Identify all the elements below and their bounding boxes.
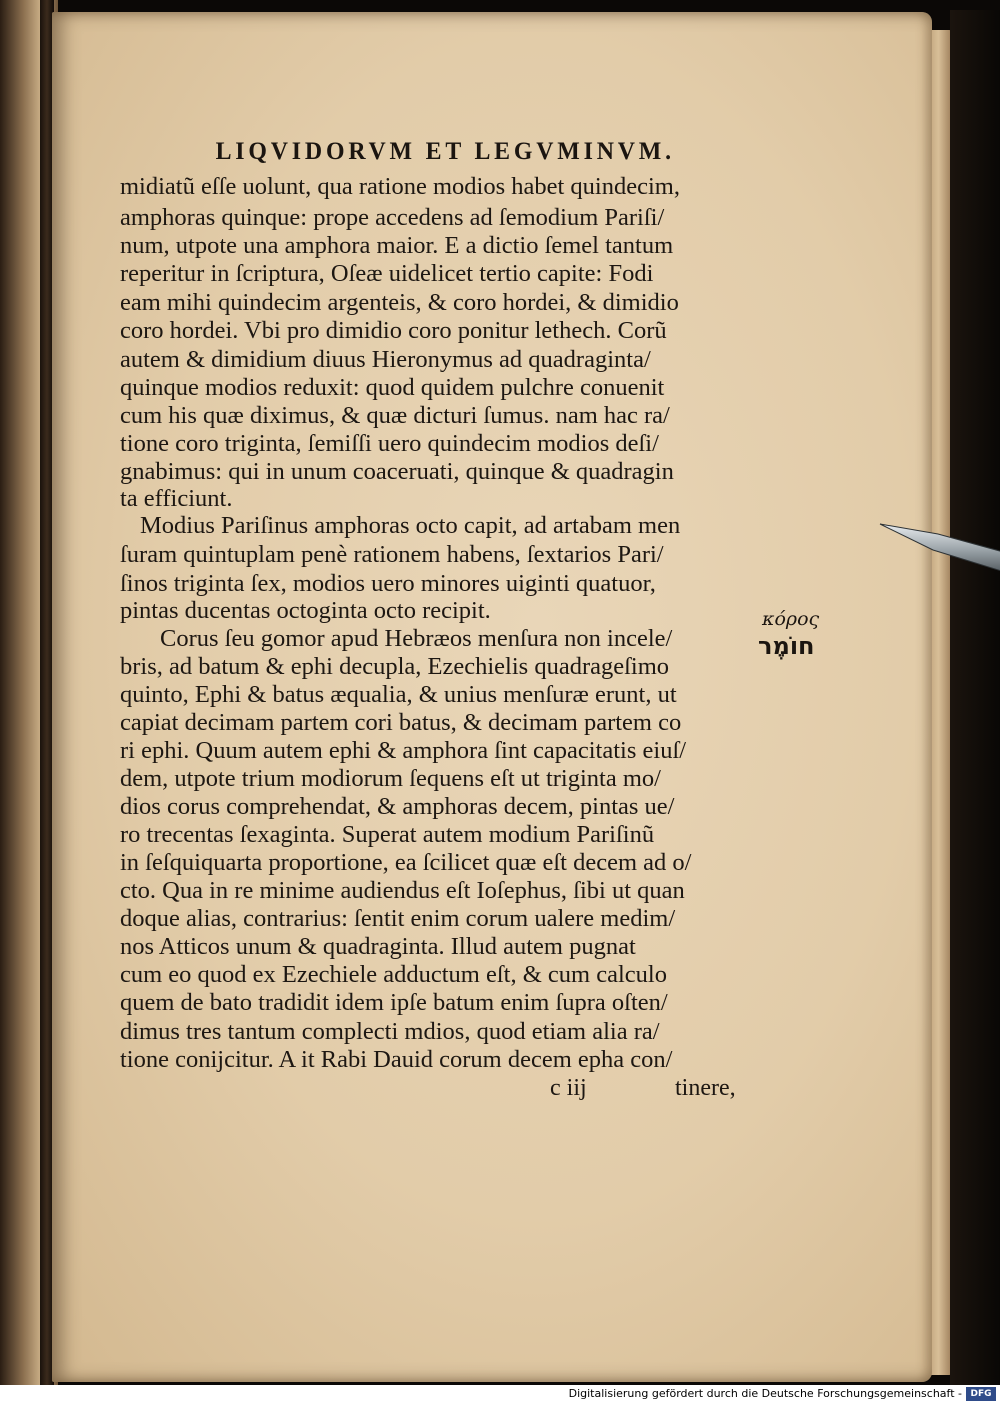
text-line: pintas ducentas octoginta octo recipit. (120, 597, 491, 624)
text-line: quinto, Ephi & batus æqualia, & unius menſuræ erunt, ut (120, 681, 677, 708)
text-line: ta efficiunt. (120, 485, 233, 512)
text-line: cto. Qua in re minime audiendus eſt Ioſephus, ſibi ut quan (120, 877, 685, 904)
text-line: ſinos triginta ſex, modios uero minores uiginti quatuor, (120, 570, 656, 597)
text-line: tione conijcitur. A it Rabi Dauid corum decem epha con/ (120, 1046, 673, 1073)
signature-mark: c iij (550, 1075, 587, 1101)
text-line: quem de bato tradidit idem ipſe batum enim ſupra oſten/ (120, 989, 668, 1016)
dfg-logo: DFG (966, 1387, 996, 1401)
text-line: nos Atticos unum & quadraginta. Illud autem pugnat (120, 933, 636, 960)
text-line: gnabimus: qui in unum coaceruati, quinque & quadragin (120, 458, 674, 485)
text-line: eam mihi quindecim argenteis, & coro hordei, & dimidio (120, 289, 679, 316)
text-line: ſuram quintuplam penè rationem habens, ſextarios Pari/ (120, 541, 664, 568)
text-line: ro trecentas ſexaginta. Superat autem modium Pariſinũ (120, 821, 655, 848)
text-line: tione coro triginta, ſemiſſi uero quindecim modios deſi/ (120, 430, 659, 457)
text-line: midiatũ eſſe uolunt, qua ratione modios habet quindecim, (120, 173, 680, 200)
text-line: reperitur in ſcriptura, Oſeæ uidelicet tertio capite: Fodi (120, 260, 654, 287)
footer-credit-text: Digitalisierung gefördert durch die Deutsche Forschungsgemeinschaft - (568, 1387, 962, 1400)
text-line: dios corus comprehendat, & amphoras decem, pintas ue/ (120, 793, 675, 820)
pointer-stylus-icon (878, 516, 1000, 576)
right-cover-board (950, 10, 1000, 1385)
text-line: amphoras quinque: prope accedens ad ſemodium Pariſi/ (120, 204, 665, 231)
text-line: num, utpote una amphora maior. E a dictio ſemel tantum (120, 232, 674, 259)
text-line: autem & dimidium diuus Hieronymus ad quadraginta/ (120, 346, 651, 373)
text-line: Modius Pariſinus amphoras octo capit, ad artabam men (140, 512, 681, 539)
text-line: coro hordei. Vbi pro dimidio coro ponitur lethech. Corũ (120, 317, 667, 344)
margin-note-greek: κόρος (762, 608, 820, 630)
footer-bar (0, 1385, 1000, 1403)
text-line: cum eo quod ex Ezechiele adductum eſt, & cum calculo (120, 961, 667, 988)
text-line: dem, utpote trium modiorum ſequens eſt ut triginta mo/ (120, 765, 661, 792)
text-line: capiat decimam partem cori batus, & decimam partem co (120, 709, 682, 736)
text-line: Corus ſeu gomor apud Hebræos menſura non incele/ (160, 625, 673, 652)
text-line: bris, ad batum & ephi decupla, Ezechielis quadrageſimo (120, 653, 670, 680)
running-head: LIQVIDORVM ET LEGVMINVM. (215, 138, 675, 165)
text-line: doque alias, contrarius: ſentit enim corum ualere medim/ (120, 905, 676, 932)
text-line: dimus tres tantum complecti mdios, quod etiam alia ra/ (120, 1018, 660, 1045)
catchword: tinere, (675, 1075, 736, 1101)
text-line: cum his quæ diximus, & quæ dicturi ſumus. nam hac ra/ (120, 402, 670, 429)
text-line: in ſeſquiquarta proportione, ea ſcilicet quæ eſt decem ad o/ (120, 849, 692, 876)
text-line: ri ephi. Quum autem ephi & amphora ſint capacitatis eiuſ/ (120, 737, 687, 764)
margin-note-hebrew: חוֹמֶר (758, 632, 815, 660)
text-line: quinque modios reduxit: quod quidem pulchre conuenit (120, 374, 665, 401)
